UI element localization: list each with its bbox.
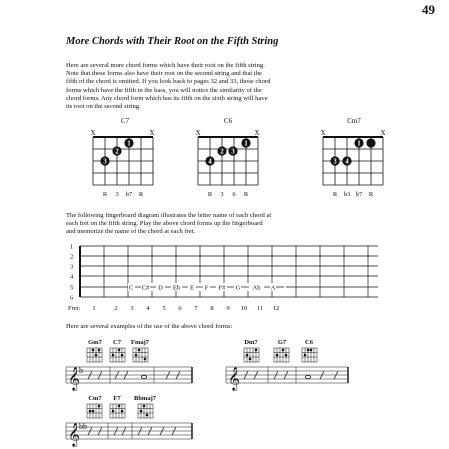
interval-label: R bbox=[207, 191, 213, 198]
fret-number: 3 bbox=[130, 305, 134, 312]
intro-line: its root on the second string. bbox=[66, 103, 141, 111]
staff-lines bbox=[66, 367, 192, 383]
fifth-string-note: G bbox=[235, 284, 241, 292]
whole-note bbox=[141, 375, 146, 378]
whole-note bbox=[305, 375, 310, 378]
muted-string-mark: X bbox=[149, 129, 155, 137]
interval-label: R bbox=[332, 191, 338, 198]
finger-number: 1 bbox=[244, 139, 248, 148]
fifth-string-note: D bbox=[158, 284, 163, 292]
example-chord-name: Fmaj7 bbox=[130, 339, 150, 346]
staff-lines bbox=[226, 367, 348, 383]
fret-number: 7 bbox=[194, 305, 198, 312]
treble-clef-icon: 𝄞 bbox=[68, 424, 80, 446]
interval-label: R bbox=[243, 191, 249, 198]
fret-number: 12 bbox=[272, 305, 280, 312]
fifth-string-note: F bbox=[204, 284, 209, 292]
mini-chord-dots bbox=[89, 405, 149, 417]
example-chord-name: C7 bbox=[113, 339, 121, 346]
fifth-string-note: E bbox=[190, 284, 194, 292]
section-title: More Chords with Their Root on the Fifth String bbox=[66, 36, 279, 47]
fret-number: 4 bbox=[146, 305, 150, 312]
intro-line: forms which have the fifth in the bass, you will notice the similarity of the bbox=[66, 86, 262, 94]
chord-name: Cm7 bbox=[347, 117, 361, 125]
example-chord-name: Dm7 bbox=[244, 339, 258, 346]
example-1 bbox=[66, 339, 192, 391]
chord-name: C6 bbox=[223, 117, 233, 125]
finger-number: 2 bbox=[220, 147, 224, 156]
string-number: 2 bbox=[70, 253, 74, 261]
fingerboard-intro-line: each fret on the fifth string. Play the above chord forms up the fingerboard bbox=[66, 220, 263, 228]
fifth-string-note: C bbox=[128, 284, 134, 292]
example-2 bbox=[226, 339, 348, 391]
fret-number: 1 bbox=[92, 305, 96, 312]
interval-label: R bbox=[368, 191, 374, 198]
string-number: 3 bbox=[70, 263, 74, 271]
example-chord-name: C6 bbox=[305, 339, 313, 346]
fret-number: 6 bbox=[178, 305, 182, 312]
chord-diagram-cm7 bbox=[320, 117, 385, 198]
interval-label: R bbox=[138, 191, 144, 198]
fifth-string-note: F# bbox=[218, 284, 226, 292]
examples-intro: Here are several examples of the use of the above chord forms: bbox=[66, 323, 233, 330]
treble-clef-icon: 𝄞 bbox=[68, 368, 80, 390]
interval-label: 3 bbox=[220, 191, 224, 198]
fifth-string-note: Eb bbox=[172, 284, 181, 292]
fingerboard-diagram bbox=[68, 244, 378, 313]
finger-number: 2 bbox=[115, 147, 119, 156]
chord-diagram-c7 bbox=[90, 117, 154, 198]
finger-number: 3 bbox=[231, 147, 235, 156]
page-number: 49 bbox=[422, 2, 435, 17]
fifth-string-note: A bbox=[270, 284, 276, 292]
string-number: 4 bbox=[70, 273, 74, 281]
chord-diagram-c6 bbox=[195, 117, 259, 198]
muted-string-mark: X bbox=[380, 129, 386, 137]
fingerboard-intro-line: The following fingerboard diagram illustrates the letter name of each chord at bbox=[66, 212, 272, 219]
intro-line: fifth of the chord is omitted. If you look back to pages 32 and 33, those chord bbox=[66, 78, 271, 86]
fifth-string-note: Ab bbox=[252, 284, 261, 292]
intro-line: Here are several more chord forms which have their root on the fifth string. bbox=[66, 62, 265, 69]
key-signature: bb bbox=[79, 422, 87, 431]
finger-dot bbox=[366, 138, 375, 147]
example-chord-name: G7 bbox=[277, 339, 287, 346]
example-chord-name: Bbmaj7 bbox=[133, 395, 157, 402]
treble-clef-icon: 𝄞 bbox=[228, 368, 240, 390]
fingerboard-intro-line: and memorize the name of the chord at each fret. bbox=[66, 228, 196, 236]
intro-line: Note that these forms also have their root on the second string and that the bbox=[66, 70, 262, 78]
finger-number: 1 bbox=[357, 139, 361, 148]
finger-number: 4 bbox=[208, 157, 212, 166]
intro-line: chord forms. Any chord form which has its fifth on the sixth string will have bbox=[66, 94, 268, 102]
muted-string-mark: X bbox=[320, 129, 326, 137]
fret-number: 9 bbox=[226, 305, 230, 312]
example-chord-name: F7 bbox=[113, 395, 121, 402]
fret-number: 11 bbox=[256, 305, 264, 312]
fifth-string-note: C# bbox=[141, 284, 150, 292]
interval-label: b3 bbox=[343, 191, 351, 198]
string-number: 5 bbox=[70, 284, 74, 292]
string-number: 6 bbox=[70, 294, 74, 302]
fret-number: 2 bbox=[114, 305, 118, 312]
interval-label: R bbox=[102, 191, 108, 198]
fret-number: 8 bbox=[210, 305, 214, 312]
interval-label: 6 bbox=[232, 191, 236, 198]
finger-number: 4 bbox=[345, 157, 349, 166]
example-3 bbox=[66, 395, 192, 447]
interval-label: 3 bbox=[115, 191, 119, 198]
finger-number: 3 bbox=[333, 157, 337, 166]
key-signature: b bbox=[79, 366, 83, 375]
finger-number: 1 bbox=[127, 139, 131, 148]
muted-string-mark: X bbox=[195, 129, 201, 137]
muted-string-mark: X bbox=[254, 129, 260, 137]
fret-label: Fret: bbox=[68, 305, 81, 312]
interval-label: b7 bbox=[125, 191, 133, 198]
interval-label: b7 bbox=[355, 191, 363, 198]
mini-chord-dots bbox=[246, 349, 313, 361]
example-chord-name: Cm7 bbox=[88, 395, 102, 402]
chord-name: C7 bbox=[120, 117, 130, 125]
fingerboard-intro-paragraph bbox=[66, 212, 271, 237]
muted-string-mark: X bbox=[90, 129, 96, 137]
finger-number: 3 bbox=[103, 157, 107, 166]
example-chord-name: Gm7 bbox=[88, 339, 102, 346]
fret-number: 5 bbox=[162, 305, 166, 312]
string-number: 1 bbox=[70, 243, 74, 251]
fret-number: 10 bbox=[240, 305, 248, 312]
